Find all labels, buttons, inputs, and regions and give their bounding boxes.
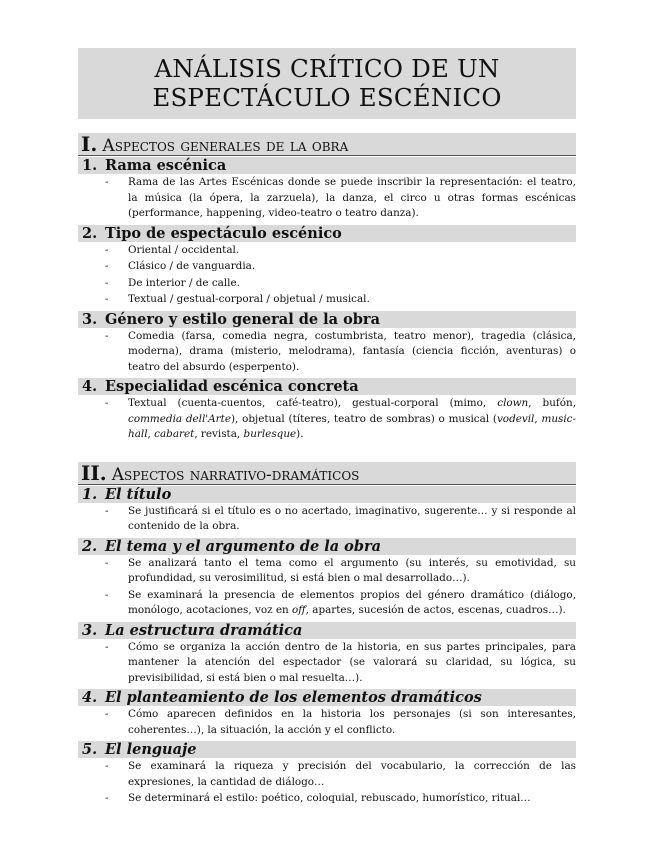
list-item-text: Comedia (farsa, comedia negra, costumbrista, teatro menor), tragedia (clásica, moderna), drama (misterio, melodrama), fantasía (ciencia ficción, aventuras) o teatro del absurdo (esperpento). (128, 329, 576, 373)
item-heading (78, 741, 576, 758)
item-number: 4. (82, 378, 98, 395)
bullet-list (78, 707, 576, 738)
text-run: , (147, 428, 155, 440)
text-run-italic: burlesque (243, 428, 297, 440)
item-number: 2. (82, 224, 98, 242)
item-heading (78, 378, 576, 395)
document-title (78, 48, 576, 119)
title-line-1: ANÁLISIS CRÍTICO DE UN (154, 54, 500, 83)
list-item: - Oriental / occidental. (105, 243, 240, 256)
item-title: El lenguaje (105, 741, 197, 758)
text-run: ). (296, 428, 304, 440)
bullet-list (78, 556, 576, 619)
section-heading-1 (78, 133, 576, 156)
document-page (78, 48, 576, 807)
list-item: - Se examinará la presencia de elementos propios del género dramático (diálogo, monólogo, acotaciones, voz en off, apartes, sucesión de actos, escenas, cuadros…). (105, 588, 576, 616)
text-run-italic: clown (497, 397, 529, 409)
item-heading (78, 538, 576, 555)
list-item-text: Oriental / occidental. (128, 243, 240, 256)
list-item: - Textual / gestual-corporal / objetual / musical. (105, 293, 370, 305)
bullet-list (78, 243, 576, 308)
text-run-italic: commedia dell'Arte (128, 412, 231, 425)
list-item-text: De interior / de calle. (128, 276, 240, 289)
item-title: Tipo de espectáculo escénico (105, 224, 342, 242)
item-number: 3. (82, 310, 98, 328)
text-run: , (534, 412, 542, 425)
item-number: 3. (82, 621, 98, 639)
item-heading (78, 225, 576, 242)
list-item: - Textual (cuenta-cuentos, café-teatro), gestual-corporal (mimo, clown, bufón, commedia dell'Arte), objetual (títeres, teatro de sombras) o musical (vodevil, music-hall, cabaret, revista, burlesque). (105, 397, 577, 440)
item-heading (78, 689, 576, 706)
text-run-italic: music-hall (128, 412, 576, 440)
list-item: - Clásico / de vanguardia. (105, 260, 256, 272)
list-item: - Rama de las Artes Escénicas donde se puede inscribir la representación: el teatro, la música (la ópera, la zarzuela), la danza, el circo u otras formas escénicas (performance, happening, video-teatro o teatro danza). (105, 176, 576, 219)
item-heading (78, 486, 576, 503)
item-number: 4. (82, 689, 98, 706)
item-heading (78, 311, 576, 328)
text-run: , bufón, (528, 397, 577, 409)
item-title: La estructura dramática (105, 621, 303, 639)
text-run-italic: vodevil (496, 412, 535, 425)
list-item-text: Rama de las Artes Escénicas donde se puede inscribir la representación: el teatro, la música (la ópera, la zarzuela), la danza, el circo u otras formas escénicas (performance, happening, video-teatro o teatro danza). (128, 176, 576, 219)
text-run: Se examinará la presencia de elementos propios del género dramático (diálogo, monólogo, acotaciones, voz en (128, 588, 576, 616)
list-item-text: Se analizará tanto el tema como el argumento (su interés, su emotividad, su profundidad, su verosimilitud, si está bien o mal desarrollado…). (128, 556, 576, 584)
list-item-text: Cómo se organiza la acción dentro de la historia, en sus partes principales, para mantener la atención del espectador (se valorará su claridad, su lógica, su previsibilidad, si está bien o mal resuelta…). (128, 640, 576, 684)
list-item-text: Se determinará el estilo: poético, coloquial, rebuscado, humorístico, ritual… (128, 792, 531, 804)
bullet-list (78, 175, 576, 222)
list-item-text: Cómo aparecen definidos en la historia los personajes (si son interesantes, coherentes…), la situación, la acción y el conflicto. (128, 708, 576, 736)
list-item: - Se justificará si el título es o no acertado, imaginativo, sugerente… y si responde al contenido de la obra. (105, 504, 576, 532)
list-item-text: Textual / gestual-corporal / objetual / musical. (128, 293, 370, 305)
bullet-list (78, 759, 576, 807)
bullet-list (78, 504, 576, 535)
section-title: Aspectos narrativo-dramáticos (111, 464, 360, 485)
title-line-2: ESPECTÁCULO ESCÉNICO (152, 83, 502, 112)
section-numeral: II. (81, 460, 107, 485)
item-title: Género y estilo general de la obra (105, 310, 380, 328)
item-title: El tema y el argumento de la obra (105, 537, 382, 555)
section-numeral: I. (81, 132, 98, 156)
item-title: El título (105, 485, 172, 503)
item-title: Especialidad escénica concreta (105, 378, 359, 395)
bullet-list (78, 396, 576, 443)
item-title: Rama escénica (105, 157, 227, 174)
text-run: Textual (cuenta-cuentos, café-teatro), gestual-corporal (mimo, (128, 397, 498, 409)
section-2 (78, 462, 576, 807)
item-heading (78, 157, 576, 174)
list-item-text: Clásico / de vanguardia. (128, 260, 256, 272)
list-item-text: Se justificará si el título es o no acertado, imaginativo, sugerente… y si responde al contenido de la obra. (128, 504, 576, 532)
item-number: 5. (82, 741, 98, 758)
item-heading (78, 622, 576, 639)
section-title: Aspectos generales de la obra (102, 136, 349, 156)
list-item: - Se examinará la riqueza y precisión del vocabulario, la corrección de las expresiones, la cantidad de diálogo… (105, 760, 576, 788)
list-item: - Se determinará el estilo: poético, coloquial, rebuscado, humorístico, ritual… (105, 792, 531, 804)
section-heading-2 (78, 462, 576, 485)
item-number: 1. (82, 157, 98, 174)
item-number: 2. (82, 537, 98, 555)
text-run-italic: off (292, 604, 306, 616)
text-run: ), objetual (títeres, teatro de sombras) o musical ( (230, 412, 497, 425)
list-item: - Comedia (farsa, comedia negra, costumbrista, teatro menor), tragedia (clásica, moderna), drama (misterio, melodrama), fantasía (ciencia ficción, aventuras) o teatro del absurdo (esperpento). (105, 329, 576, 373)
text-run: , apartes, sucesión de actos, escenas, cuadros…). (305, 604, 566, 616)
bullet-list (78, 329, 576, 376)
list-item: - Cómo se organiza la acción dentro de la historia, en sus partes principales, para mantener la atención del espectador (se valorará su claridad, su lógica, su previsibilidad, si está bien o mal resuelta…). (105, 640, 576, 684)
item-title: El planteamiento de los elementos dramáticos (105, 689, 482, 706)
list-item: - Cómo aparecen definidos en la historia los personajes (si son interesantes, coherentes…), la situación, la acción y el conflicto. (105, 708, 576, 736)
text-run-italic: cabaret (154, 428, 195, 440)
bullet-list (78, 640, 576, 687)
item-number: 1. (82, 485, 98, 503)
list-item: - Se analizará tanto el tema como el argumento (su interés, su emotividad, su profundidad, su verosimilitud, si está bien o mal desarrollado…). (105, 556, 576, 584)
list-item: - De interior / de calle. (105, 276, 240, 289)
list-item-text: Se examinará la riqueza y precisión del vocabulario, la corrección de las expresiones, la cantidad de diálogo… (128, 760, 576, 788)
text-run: , revista, (194, 428, 244, 440)
